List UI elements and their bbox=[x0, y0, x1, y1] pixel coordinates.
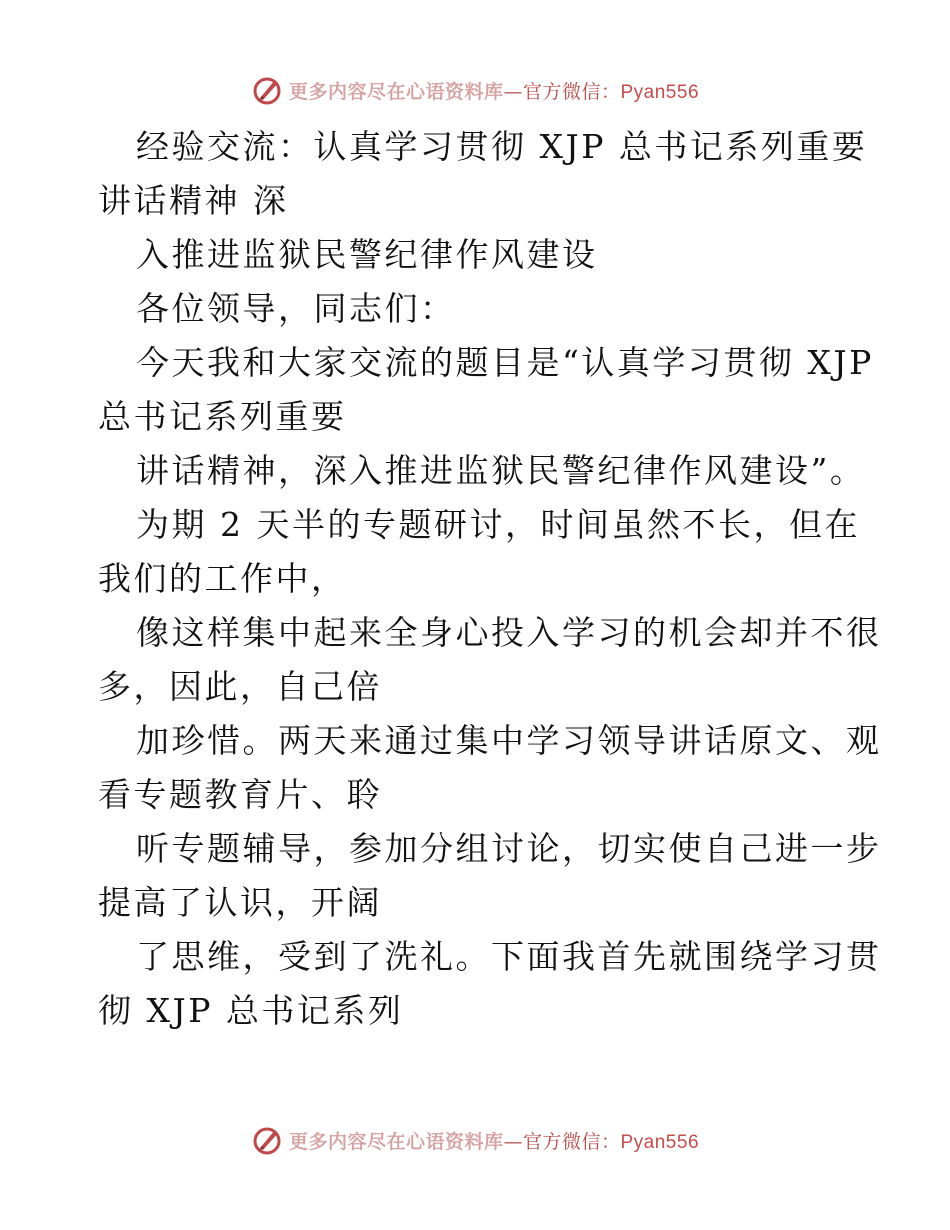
watermark-account: Pyan556 bbox=[620, 81, 700, 103]
text-line: 多，因此，自己倍 bbox=[98, 667, 382, 706]
watermark-prefix: 更多内容尽在心语资料库 bbox=[288, 1130, 504, 1153]
text-line: 像这样集中起来全身心投入学习的机会却并不很 bbox=[136, 613, 882, 652]
watermark-prefix: 更多内容尽在心语资料库 bbox=[288, 80, 504, 103]
text-line: 各位领导，同志们： bbox=[136, 289, 456, 328]
quill-logo-icon bbox=[251, 74, 283, 106]
text-line: 我们的工作中， bbox=[98, 559, 347, 598]
text-line: 看专题教育片、聆 bbox=[98, 775, 382, 814]
document-body bbox=[98, 120, 882, 1038]
watermark-wechat-label: 官方微信： bbox=[522, 80, 621, 103]
text-line: 提高了认识，开阔 bbox=[98, 883, 382, 922]
text-line: 总书记系列重要 bbox=[98, 397, 347, 436]
watermark-wechat-label: 官方微信： bbox=[522, 1130, 621, 1153]
watermark-dash: — bbox=[503, 1130, 523, 1153]
watermark-text bbox=[289, 1127, 699, 1154]
quill-logo-icon bbox=[251, 1124, 283, 1156]
watermark-text bbox=[289, 77, 699, 104]
text-line: 为期 2 天半的专题研讨，时间虽然不长，但在 bbox=[136, 505, 860, 544]
watermark-banner-bottom bbox=[0, 1120, 950, 1160]
text-line: 经验交流：认真学习贯彻 XJP 总书记系列重要 bbox=[136, 127, 868, 166]
text-line: 加珍惜。两天来通过集中学习领导讲话原文、观 bbox=[136, 721, 882, 760]
watermark-account: Pyan556 bbox=[620, 1131, 700, 1153]
text-line: 入推进监狱民警纪律作风建设 bbox=[136, 235, 598, 274]
watermark-banner-top bbox=[0, 70, 950, 110]
text-line: 了思维，受到了洗礼。下面我首先就围绕学习贯 bbox=[136, 937, 882, 976]
text-line: 今天我和大家交流的题目是“认真学习贯彻 XJP bbox=[136, 343, 874, 382]
text-line: 讲话精神，深入推进监狱民警纪律作风建设”。 bbox=[136, 451, 866, 490]
text-line: 彻 XJP 总书记系列 bbox=[98, 991, 404, 1030]
text-line: 听专题辅导，参加分组讨论，切实使自己进一步 bbox=[136, 829, 882, 868]
text-line: 讲话精神 深 bbox=[98, 181, 289, 220]
watermark-dash: — bbox=[503, 80, 523, 103]
